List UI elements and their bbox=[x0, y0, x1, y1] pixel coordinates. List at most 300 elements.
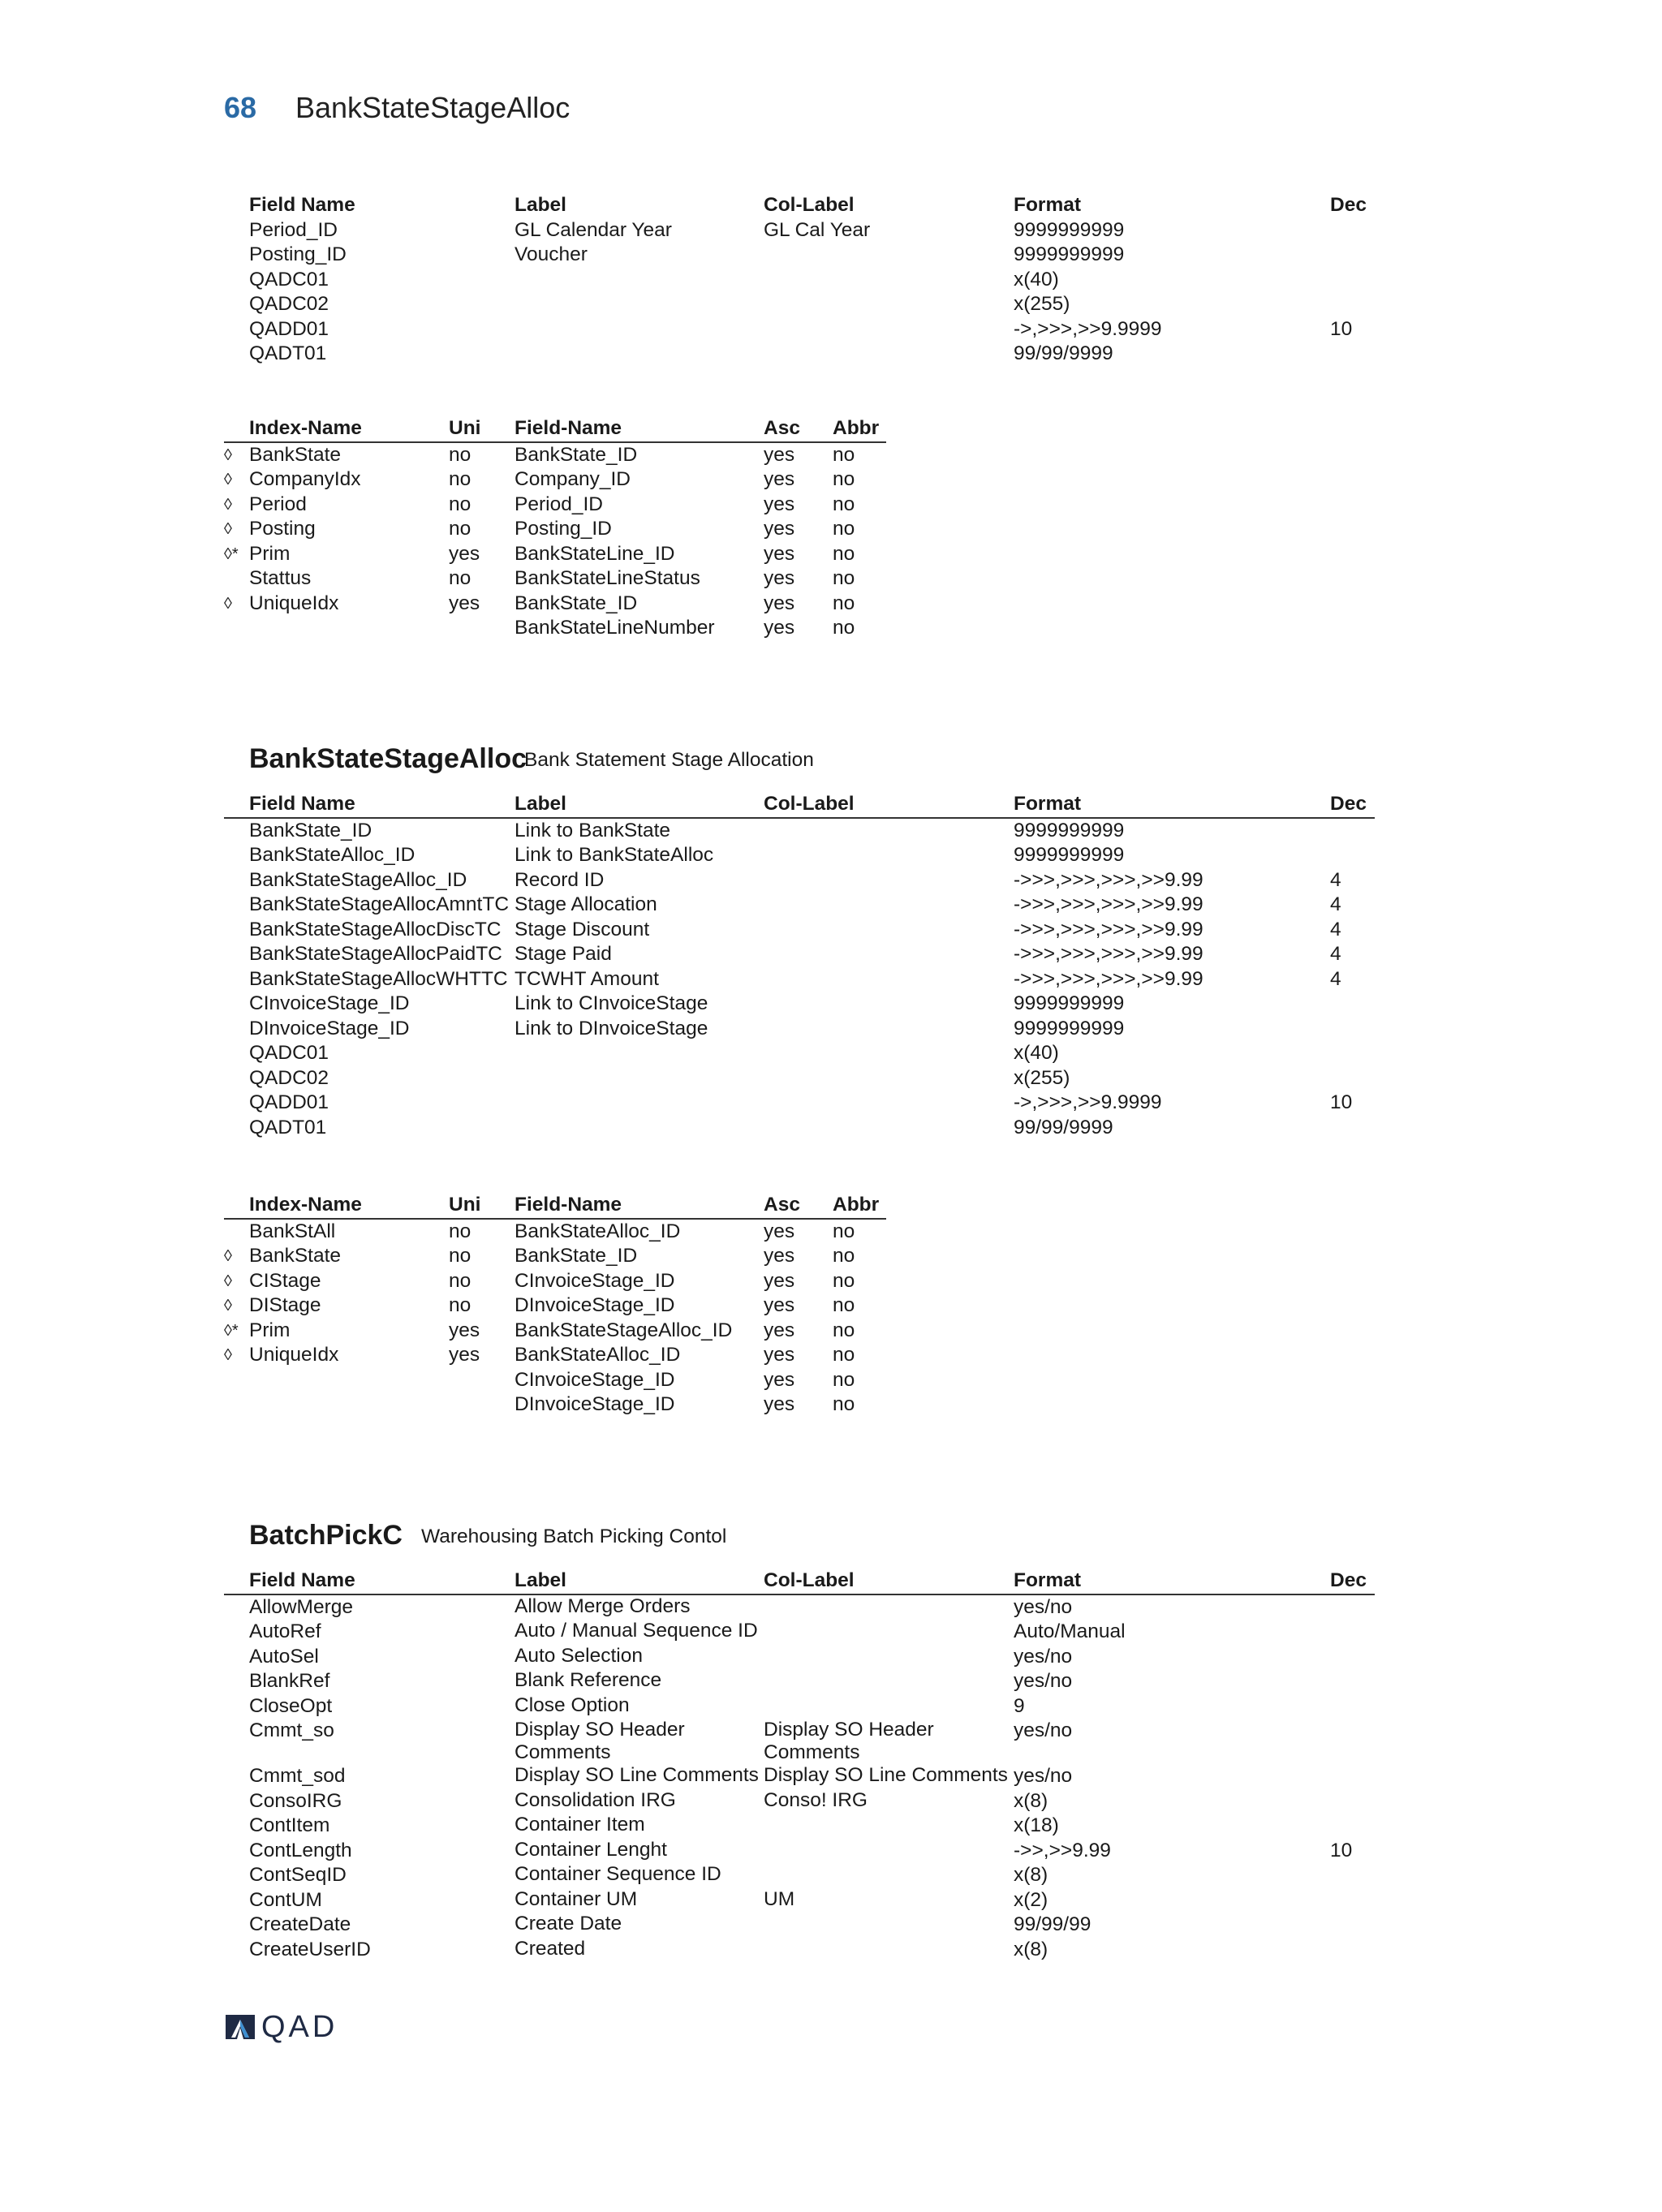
asc-cell: yes bbox=[764, 1220, 795, 1242]
table-row bbox=[224, 1888, 1375, 1913]
label-cell: Link to DInvoiceStage bbox=[515, 1017, 708, 1039]
dec-cell: 4 bbox=[1330, 943, 1341, 965]
header-field-name: Field Name bbox=[249, 792, 515, 818]
index-marker-icon bbox=[224, 566, 249, 592]
format-cell: ->>>,>>>,>>>,>>9.99 bbox=[1014, 943, 1203, 965]
col-label-cell bbox=[764, 268, 1014, 293]
col-label-cell bbox=[764, 1066, 1014, 1091]
field-name-cell: ConsoIRG bbox=[249, 1789, 342, 1812]
table-row bbox=[224, 967, 1375, 992]
index-name-cell: BankStAll bbox=[249, 1220, 336, 1242]
format-cell: 9 bbox=[1014, 1694, 1025, 1717]
asc-cell: yes bbox=[764, 1344, 795, 1366]
field-name-cell: Cmmt_sod bbox=[249, 1765, 346, 1787]
dec-cell bbox=[1330, 1694, 1375, 1719]
index-name-cell: BankState bbox=[249, 1245, 342, 1267]
field-name-cell: CreateUserID bbox=[249, 1938, 371, 1960]
format-cell: yes/no bbox=[1014, 1670, 1073, 1692]
header-dec: Dec bbox=[1330, 792, 1375, 818]
field-name-cell: CInvoiceStage_ID bbox=[249, 992, 410, 1014]
index-field-cell: Posting_ID bbox=[515, 518, 612, 540]
table-row bbox=[224, 517, 886, 542]
format-cell: 9999999999 bbox=[1014, 218, 1125, 241]
asc-cell: yes bbox=[764, 468, 795, 490]
col-label-cell: Display SO Line Comments bbox=[764, 1764, 1008, 1786]
table-row bbox=[224, 1219, 886, 1245]
label-cell: Display SO Line Comments bbox=[515, 1764, 759, 1786]
table-row bbox=[224, 992, 1375, 1017]
field-name-cell: BankStateStageAllocAmntTC bbox=[249, 893, 510, 915]
row-spacer bbox=[224, 818, 249, 844]
row-spacer bbox=[224, 268, 249, 293]
uni-cell bbox=[449, 1392, 515, 1418]
format-cell: x(40) bbox=[1014, 268, 1059, 290]
label-cell: Close Option bbox=[515, 1693, 630, 1716]
index-marker-icon: ◊ bbox=[224, 520, 232, 538]
qad-logo-icon bbox=[224, 2013, 256, 2041]
label-cell: Auto Selection bbox=[515, 1644, 643, 1667]
index-marker-icon: ◊ bbox=[224, 1272, 232, 1290]
row-spacer bbox=[224, 1116, 249, 1141]
index-field-cell: BankStateLineNumber bbox=[515, 617, 715, 639]
format-cell: 9999999999 bbox=[1014, 819, 1125, 841]
header-abbr: Abbr bbox=[833, 416, 886, 442]
index-field-cell: Company_ID bbox=[515, 468, 631, 490]
dec-cell bbox=[1330, 818, 1375, 844]
index-field-cell: BankStateLine_ID bbox=[515, 542, 675, 565]
index-marker-icon: ◊ bbox=[224, 594, 232, 613]
index-field-cell: BankStateAlloc_ID bbox=[515, 1344, 681, 1366]
field-name-cell: BankStateStageAlloc_ID bbox=[249, 868, 467, 891]
field-table-header bbox=[224, 1569, 1375, 1594]
header-col-label: Col-Label bbox=[764, 1569, 1014, 1594]
uni-cell bbox=[449, 616, 515, 641]
dec-cell bbox=[1330, 1719, 1375, 1764]
index-marker-icon: ◊* bbox=[224, 1321, 239, 1340]
table-row bbox=[224, 616, 886, 641]
header-index-name: Index-Name bbox=[249, 1193, 449, 1219]
index-name-cell: DIStage bbox=[249, 1294, 321, 1316]
abbr-cell: no bbox=[833, 468, 855, 490]
index-marker-icon bbox=[224, 616, 249, 641]
format-cell: 99/99/9999 bbox=[1014, 1116, 1113, 1138]
dec-cell: 10 bbox=[1330, 1839, 1353, 1861]
label-cell bbox=[515, 1066, 764, 1091]
format-cell: ->>,>>9.99 bbox=[1014, 1839, 1111, 1861]
field-name-cell: QADC02 bbox=[249, 293, 329, 315]
row-spacer bbox=[224, 1066, 249, 1091]
field-name-cell: QADC01 bbox=[249, 1042, 329, 1064]
abbr-cell: no bbox=[833, 1294, 855, 1316]
uni-cell: no bbox=[449, 1294, 471, 1316]
label-cell bbox=[515, 317, 764, 342]
dec-cell bbox=[1330, 1645, 1375, 1670]
table-row bbox=[224, 1814, 1375, 1839]
uni-cell: no bbox=[449, 443, 471, 466]
label-cell bbox=[515, 1091, 764, 1116]
table-row bbox=[224, 1293, 886, 1319]
header-format: Format bbox=[1014, 792, 1330, 818]
header-format: Format bbox=[1014, 194, 1082, 216]
header-label: Label bbox=[515, 792, 764, 818]
col-label-cell: UM bbox=[764, 1887, 795, 1910]
field-name-cell: AllowMerge bbox=[249, 1595, 353, 1618]
dec-cell bbox=[1330, 1669, 1375, 1694]
format-cell: ->>>,>>>,>>>,>>9.99 bbox=[1014, 868, 1203, 891]
index-name-cell: Stattus bbox=[249, 567, 312, 589]
asc-cell: yes bbox=[764, 542, 795, 565]
table-row bbox=[224, 1392, 886, 1418]
abbr-cell: no bbox=[833, 1245, 855, 1267]
table-row bbox=[224, 1116, 1375, 1141]
header-index-name: Index-Name bbox=[249, 416, 449, 442]
header-uni: Uni bbox=[449, 416, 515, 442]
row-spacer bbox=[224, 1017, 249, 1042]
dec-cell bbox=[1330, 1041, 1375, 1066]
table-row bbox=[224, 1913, 1375, 1938]
format-cell: x(8) bbox=[1014, 1938, 1048, 1960]
label-cell: Create Date bbox=[515, 1913, 622, 1934]
table-row bbox=[224, 1645, 1375, 1670]
label-cell: Auto / Manual Sequence ID bbox=[515, 1620, 758, 1642]
field-table bbox=[224, 193, 1375, 367]
row-spacer bbox=[224, 942, 249, 967]
table-row bbox=[224, 243, 1375, 268]
abbr-cell: no bbox=[833, 1220, 855, 1242]
label-cell: Container Sequence ID bbox=[515, 1863, 721, 1885]
col-label-cell bbox=[764, 1694, 1014, 1719]
table-row bbox=[224, 467, 886, 493]
row-spacer bbox=[224, 1839, 249, 1864]
field-name-cell: Cmmt_so bbox=[249, 1719, 334, 1741]
field-name-cell: ContUM bbox=[249, 1888, 322, 1911]
dec-cell bbox=[1330, 1913, 1375, 1938]
format-cell: ->>>,>>>,>>>,>>9.99 bbox=[1014, 918, 1203, 940]
asc-cell: yes bbox=[764, 493, 795, 515]
label-cell: Link to BankState bbox=[515, 819, 671, 841]
row-spacer bbox=[224, 1669, 249, 1694]
format-cell: 9999999999 bbox=[1014, 243, 1125, 265]
label-cell: Link to BankStateAlloc bbox=[515, 844, 714, 866]
dec-cell: 4 bbox=[1330, 918, 1341, 940]
dec-cell bbox=[1330, 843, 1375, 868]
header-col-label: Col-Label bbox=[764, 194, 855, 216]
row-spacer bbox=[224, 1645, 249, 1670]
header-col-label: Col-Label bbox=[764, 792, 1014, 818]
row-spacer bbox=[224, 218, 249, 243]
table-row bbox=[224, 1719, 1375, 1764]
table-row bbox=[224, 818, 1375, 844]
asc-cell: yes bbox=[764, 443, 795, 466]
asc-cell: yes bbox=[764, 518, 795, 540]
table-row bbox=[224, 893, 1375, 918]
abbr-cell: no bbox=[833, 542, 855, 565]
dec-cell bbox=[1330, 292, 1375, 317]
label-cell: Stage Paid bbox=[515, 943, 612, 965]
dec-cell bbox=[1330, 1116, 1375, 1141]
uni-cell: no bbox=[449, 1269, 471, 1292]
field-name-cell: QADD01 bbox=[249, 317, 329, 340]
format-cell: 9999999999 bbox=[1014, 844, 1125, 866]
label-cell bbox=[515, 342, 764, 367]
uni-cell: no bbox=[449, 1245, 471, 1267]
index-field-cell: DInvoiceStage_ID bbox=[515, 1393, 675, 1415]
col-label-cell bbox=[764, 1863, 1014, 1888]
index-marker-icon bbox=[224, 1392, 249, 1418]
index-marker-icon: ◊ bbox=[224, 1297, 232, 1315]
format-cell: x(255) bbox=[1014, 1066, 1070, 1089]
col-label-cell bbox=[764, 1645, 1014, 1670]
asc-cell: yes bbox=[764, 1294, 795, 1316]
header-asc: Asc bbox=[764, 1193, 833, 1219]
index-table bbox=[224, 416, 886, 641]
dec-cell: 4 bbox=[1330, 893, 1341, 915]
table-row bbox=[224, 1368, 886, 1393]
field-name-cell: QADC02 bbox=[249, 1066, 329, 1089]
asc-cell: yes bbox=[764, 1319, 795, 1341]
col-label-cell bbox=[764, 1669, 1014, 1694]
field-name-cell: QADT01 bbox=[249, 1116, 327, 1138]
label-cell bbox=[515, 292, 764, 317]
table-row bbox=[224, 1244, 886, 1269]
abbr-cell: no bbox=[833, 567, 855, 589]
table-row bbox=[224, 1694, 1375, 1719]
format-cell: 99/99/99 bbox=[1014, 1913, 1091, 1935]
col-label-cell bbox=[764, 1839, 1014, 1864]
format-cell: x(8) bbox=[1014, 1789, 1048, 1812]
asc-cell: yes bbox=[764, 567, 795, 589]
format-cell: x(8) bbox=[1014, 1864, 1048, 1886]
field-name-cell: CloseOpt bbox=[249, 1694, 333, 1717]
abbr-cell: no bbox=[833, 518, 855, 540]
uni-cell: yes bbox=[449, 1344, 480, 1366]
col-label-cell bbox=[764, 868, 1014, 893]
label-cell: TCWHT Amount bbox=[515, 967, 659, 990]
abbr-cell: no bbox=[833, 592, 855, 614]
dec-cell bbox=[1330, 992, 1375, 1017]
dec-cell bbox=[1330, 1066, 1375, 1091]
row-spacer bbox=[224, 1888, 249, 1913]
index-name-cell: BankState bbox=[249, 443, 342, 466]
format-cell: yes/no bbox=[1014, 1719, 1073, 1741]
header-label: Label bbox=[515, 1569, 764, 1594]
abbr-cell: no bbox=[833, 443, 855, 466]
index-name-cell bbox=[249, 1392, 449, 1418]
row-spacer bbox=[224, 992, 249, 1017]
index-marker-icon: ◊ bbox=[224, 1247, 232, 1265]
col-label-cell bbox=[764, 1938, 1014, 1963]
asc-cell: yes bbox=[764, 592, 795, 614]
index-name-cell: Period bbox=[249, 493, 307, 515]
field-name-cell: ContItem bbox=[249, 1814, 330, 1836]
uni-cell: no bbox=[449, 1220, 471, 1242]
page-header-title: BankStateStageAlloc bbox=[295, 91, 571, 124]
section-title: BatchPickC bbox=[249, 1520, 403, 1551]
header-label: Label bbox=[515, 194, 566, 216]
index-marker-icon: ◊ bbox=[224, 495, 232, 514]
uni-cell: no bbox=[449, 468, 471, 490]
index-name-cell bbox=[249, 1368, 449, 1393]
col-label-cell bbox=[764, 342, 1014, 367]
label-cell: Container UM bbox=[515, 1887, 638, 1910]
row-spacer bbox=[224, 1594, 249, 1620]
index-table bbox=[224, 1193, 886, 1418]
dec-cell bbox=[1330, 1938, 1375, 1963]
index-name-cell: UniqueIdx bbox=[249, 1344, 339, 1366]
index-marker-icon: ◊ bbox=[224, 471, 232, 488]
col-label-cell bbox=[764, 942, 1014, 967]
table-row bbox=[224, 1091, 1375, 1116]
index-table-header bbox=[224, 1193, 886, 1219]
header-index-field-name: Field-Name bbox=[515, 416, 764, 442]
table-row bbox=[224, 1319, 886, 1344]
dec-cell bbox=[1330, 1863, 1375, 1888]
format-cell: yes/no bbox=[1014, 1645, 1073, 1668]
field-name-cell: BankStateAlloc_ID bbox=[249, 844, 416, 866]
format-cell: x(2) bbox=[1014, 1888, 1048, 1911]
col-label-cell bbox=[764, 893, 1014, 918]
index-field-cell: BankStateStageAlloc_ID bbox=[515, 1319, 733, 1341]
abbr-cell: no bbox=[833, 1344, 855, 1366]
col-label-cell bbox=[764, 292, 1014, 317]
index-name-cell: Posting bbox=[249, 518, 316, 540]
index-marker-icon: ◊* bbox=[224, 544, 239, 563]
field-table-header bbox=[224, 193, 1375, 218]
dec-cell bbox=[1330, 1594, 1375, 1620]
index-marker-icon bbox=[224, 1368, 249, 1393]
row-spacer bbox=[224, 1694, 249, 1719]
col-label-cell bbox=[764, 1913, 1014, 1938]
format-cell: 99/99/9999 bbox=[1014, 342, 1113, 364]
field-name-cell: CreateDate bbox=[249, 1913, 351, 1935]
field-name-cell: Posting_ID bbox=[249, 243, 347, 265]
label-cell: Blank Reference bbox=[515, 1669, 662, 1691]
col-label-cell bbox=[764, 992, 1014, 1017]
index-name-cell bbox=[249, 616, 449, 641]
table-row bbox=[224, 218, 1375, 243]
index-name-cell: CIStage bbox=[249, 1269, 321, 1292]
asc-cell: yes bbox=[764, 617, 795, 639]
dec-cell: 4 bbox=[1330, 868, 1341, 891]
field-name-cell: QADT01 bbox=[249, 342, 327, 364]
format-cell: ->>>,>>>,>>>,>>9.99 bbox=[1014, 967, 1203, 990]
col-label-cell bbox=[764, 1116, 1014, 1141]
table-row bbox=[224, 1017, 1375, 1042]
abbr-cell: no bbox=[833, 1393, 855, 1415]
asc-cell: yes bbox=[764, 1245, 795, 1267]
index-marker-icon: ◊ bbox=[224, 1346, 232, 1364]
header-format: Format bbox=[1014, 1569, 1330, 1594]
uni-cell: no bbox=[449, 518, 471, 540]
dec-cell bbox=[1330, 1789, 1375, 1814]
label-cell: Record ID bbox=[515, 868, 605, 891]
table-row bbox=[224, 1839, 1375, 1864]
index-name-cell: Prim bbox=[249, 542, 291, 565]
row-spacer bbox=[224, 967, 249, 992]
field-table bbox=[224, 792, 1375, 1140]
table-row bbox=[224, 493, 886, 518]
format-cell: yes/no bbox=[1014, 1595, 1073, 1618]
table-row bbox=[224, 566, 886, 592]
table-row bbox=[224, 1863, 1375, 1888]
row-spacer bbox=[224, 1814, 249, 1839]
label-cell: Consolidation IRG bbox=[515, 1788, 676, 1811]
uni-cell bbox=[449, 1368, 515, 1393]
qad-logo bbox=[224, 2011, 338, 2043]
uni-cell: yes bbox=[449, 1319, 480, 1341]
dec-cell bbox=[1330, 1017, 1375, 1042]
table-row bbox=[224, 918, 1375, 943]
row-spacer bbox=[224, 868, 249, 893]
label-cell: Created bbox=[515, 1937, 586, 1960]
section-description: Bank Statement Stage Allocation bbox=[524, 749, 814, 771]
row-spacer bbox=[224, 1789, 249, 1814]
field-name-cell: ContLength bbox=[249, 1839, 352, 1861]
index-field-cell: CInvoiceStage_ID bbox=[515, 1368, 675, 1391]
label-cell bbox=[515, 1116, 764, 1141]
header-dec: Dec bbox=[1330, 1569, 1375, 1594]
col-label-cell bbox=[764, 1091, 1014, 1116]
dec-cell bbox=[1330, 243, 1375, 268]
col-label-cell bbox=[764, 1041, 1014, 1066]
field-name-cell: DInvoiceStage_ID bbox=[249, 1017, 410, 1039]
col-label-cell bbox=[764, 1814, 1014, 1839]
index-name-cell: CompanyIdx bbox=[249, 468, 361, 490]
page-number: 68 bbox=[224, 91, 257, 124]
field-table-header bbox=[224, 792, 1375, 818]
col-label-cell bbox=[764, 818, 1014, 844]
section-description: Warehousing Batch Picking Contol bbox=[421, 1526, 727, 1547]
dec-cell: 4 bbox=[1330, 967, 1341, 990]
format-cell: 9999999999 bbox=[1014, 992, 1125, 1014]
index-table-header bbox=[224, 416, 886, 442]
format-cell: ->,>>>,>>9.9999 bbox=[1014, 1091, 1162, 1113]
col-label-cell bbox=[764, 918, 1014, 943]
field-name-cell: ContSeqID bbox=[249, 1864, 347, 1886]
abbr-cell: no bbox=[833, 1269, 855, 1292]
table-row bbox=[224, 1269, 886, 1294]
index-field-cell: CInvoiceStage_ID bbox=[515, 1269, 675, 1292]
field-name-cell: BankStateStageAllocWHTTC bbox=[249, 967, 508, 990]
index-name-cell: Prim bbox=[249, 1319, 291, 1341]
row-spacer bbox=[224, 1913, 249, 1938]
field-name-cell: BankStateStageAllocDiscTC bbox=[249, 918, 502, 940]
table-row bbox=[224, 942, 1375, 967]
abbr-cell: no bbox=[833, 493, 855, 515]
format-cell: Auto/Manual bbox=[1014, 1620, 1126, 1642]
col-label-cell bbox=[764, 967, 1014, 992]
label-cell: Display SO Header Comments bbox=[515, 1719, 685, 1763]
dec-cell bbox=[1330, 1814, 1375, 1839]
uni-cell: no bbox=[449, 567, 471, 589]
row-spacer bbox=[224, 1863, 249, 1888]
row-spacer bbox=[224, 1091, 249, 1116]
index-field-cell: BankStateAlloc_ID bbox=[515, 1220, 681, 1242]
table-row bbox=[224, 592, 886, 617]
header-index-field-name: Field-Name bbox=[515, 1193, 764, 1219]
field-name-cell: BankState_ID bbox=[249, 819, 372, 841]
col-label-cell bbox=[764, 243, 1014, 268]
dec-cell: 10 bbox=[1330, 1091, 1353, 1113]
format-cell: x(255) bbox=[1014, 293, 1070, 315]
header-abbr: Abbr bbox=[833, 1193, 886, 1219]
table-row bbox=[224, 843, 1375, 868]
format-cell: ->,>>>,>>9.9999 bbox=[1014, 317, 1162, 340]
label-cell: Stage Discount bbox=[515, 918, 650, 940]
label-cell: Link to CInvoiceStage bbox=[515, 992, 708, 1014]
table-row bbox=[224, 292, 1375, 317]
row-spacer bbox=[224, 1719, 249, 1764]
